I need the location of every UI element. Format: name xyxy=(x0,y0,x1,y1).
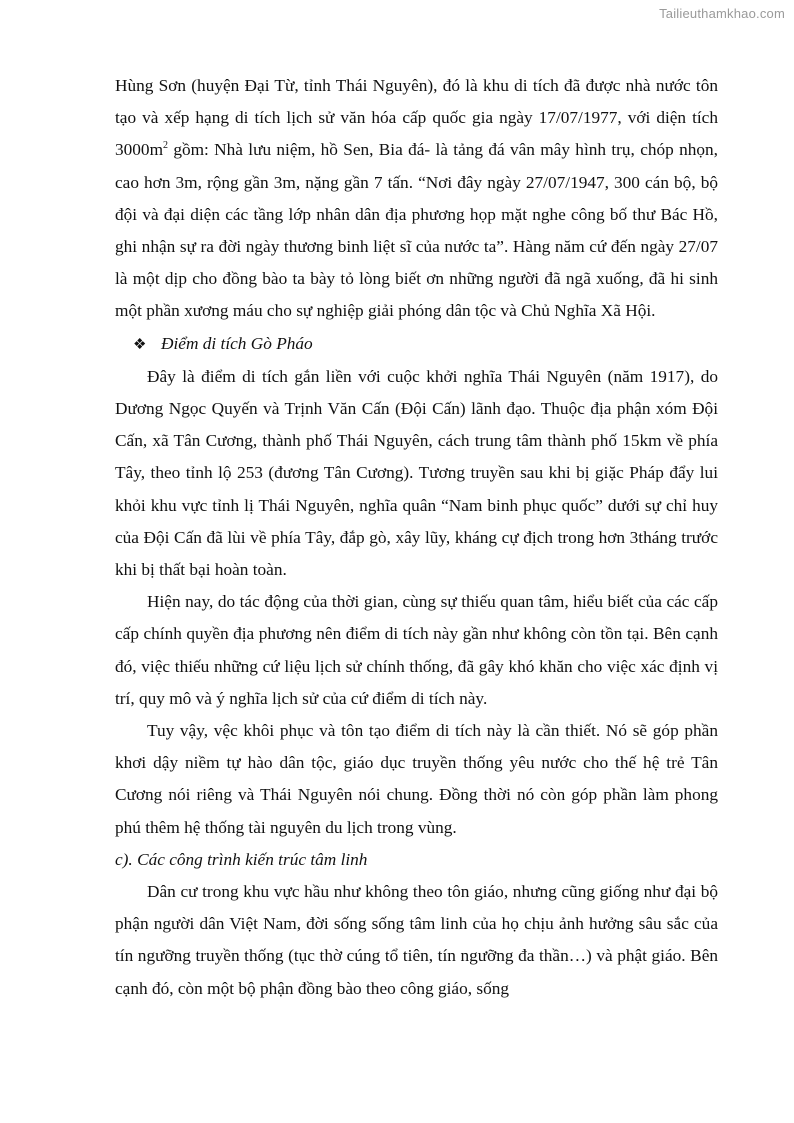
paragraph-1-text-b: gồm: Nhà lưu niệm, hồ Sen, Bia đá- là tảng đá vân mây hình trụ, chóp nhọn, cao hơn 3m, rộng gần 3m, nặng gần 7 tấn. “Nơi đây ngày 27/07/1947, 300 cán bộ, bộ đội và đại diện các tầng lớp nhân dân địa phương họp mặt nghe công bố thư Bác Hồ, ghi nhận sự ra đời ngày thương binh liệt sĩ của nước ta”. Hàng năm cứ đến ngày 27/07 là một dịp cho đồng bào ta bày tỏ lòng biết ơn những người đã ngã xuống, đã hi sinh một phần xương máu cho sự nghiệp giải phóng dân tộc và Chủ Nghĩa Xã Hội. xyxy=(115,140,718,321)
paragraph-3: Hiện nay, do tác động của thời gian, cùng sự thiếu quan tâm, hiểu biết của các cấp cấp chính quyền địa phương nên điểm di tích này gần như không còn tồn tại. Bên cạnh đó, việc thiếu những cứ liệu lịch sử chính thống, đã gây khó khăn cho việc xác định vị trí, quy mô và ý nghĩa lịch sử của cứ điểm di tích này. xyxy=(115,592,718,708)
document-body xyxy=(115,70,718,1005)
superscript: 2 xyxy=(163,140,169,152)
subsection-heading: c). Các công trình kiến trúc tâm linh xyxy=(115,849,368,869)
watermark: Tailieuthamkhao.com xyxy=(659,6,785,21)
paragraph-2: Đây là điểm di tích gắn liền với cuộc khởi nghĩa Thái Nguyên (năm 1917), do Dương Ngọc Quyến và Trịnh Văn Cấn (Đội Cấn) lãnh đạo. Thuộc địa phận xóm Đội Cấn, xã Tân Cương, thành phố Thái Nguyên, cách trung tâm thành phố 15km về phía Tây, theo tỉnh lộ 253 (đương Tân Cương). Tương truyền sau khi bị giặc Pháp đẩy lui khỏi khu vực tỉnh lị Thái Nguyên, nghĩa quân “Nam binh phục quốc” dưới sự chỉ huy của Đội Cấn đã lùi về phía Tây, đắp gò, xây lũy, kháng cự địch trong hơn 3tháng trước khi bị thất bại hoàn toàn. xyxy=(115,366,718,580)
paragraph-4: Tuy vậy, vệc khôi phục và tôn tạo điểm di tích này là cần thiết. Nó sẽ góp phần khơi dậy niềm tự hào dân tộc, giáo dục truyền thống yêu nước cho thế hệ trẻ Tân Cương nói riêng và Thái Nguyên nói chung. Đồng thời nó còn góp phần làm phong phú thêm hệ thống tài nguyên du lịch trong vùng. xyxy=(115,721,718,837)
paragraph-5: Dân cư trong khu vực hầu như không theo tôn giáo, nhưng cũng giống như đại bộ phận người dân Việt Nam, đời sống sống tâm linh của họ chịu ảnh hưởng sâu sắc của tín ngưỡng truyền thống (tục thờ cúng tổ tiên, tín ngưỡng đa thần…) và phật giáo. Bên cạnh đó, còn một bộ phận đồng bào theo công giáo, sống xyxy=(115,882,718,998)
section-heading-go-phao xyxy=(115,328,718,361)
section-heading-text: Điểm di tích Gò Pháo xyxy=(161,333,313,353)
paragraph-1 xyxy=(115,70,718,328)
paragraph-1-text-a: Hùng Sơn (huyện Đại Từ, tỉnh Thái Nguyên), đó là khu di tích đã được nhà nước tôn tạo và xếp hạng di tích lịch sử văn hóa cấp quốc gia ngày 17/07/1977, với diện tích 3000m xyxy=(115,76,718,160)
diamond-bullet-icon: ❖ xyxy=(133,336,147,353)
